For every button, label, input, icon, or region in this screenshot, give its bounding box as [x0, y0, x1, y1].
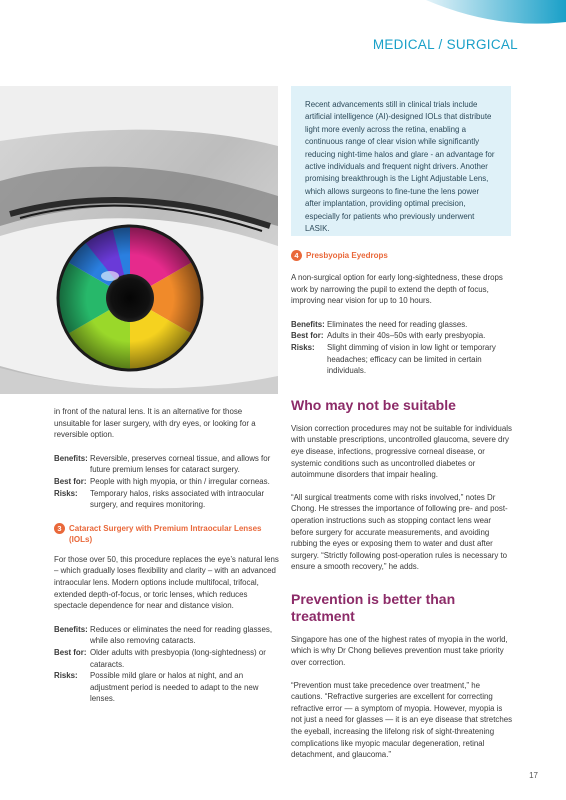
- presbyopia-body: A non-surgical option for early long-sightedness, these drops work by narrowing the pupil to extend the depth of focus, improving near vision for up to 10 hours.: [291, 273, 503, 306]
- best-for-label: Best for:: [54, 476, 87, 486]
- benefits-label: Benefits:: [291, 319, 325, 329]
- eye-photo: [0, 86, 278, 394]
- best-for-text: Adults in their 40s–50s with early presbyopia.: [327, 331, 486, 341]
- number-badge: 4: [291, 250, 302, 261]
- presbyopia-details: [291, 319, 513, 377]
- prevention-p2: “Prevention must take precedence over treatment,” he cautions. “Refractive surgeries are excellent for correcting refractive error — a symptom of myopia. However, myopia is not just a need for glasses — it is an eye disease that stretches the eyeball, increasing the lifelong risk of sight-threatening complications like myopic macular degeneration, retinal detachment, and glaucoma.”: [291, 680, 513, 760]
- page-number: 17: [529, 771, 538, 780]
- benefits-label: Benefits:: [54, 453, 88, 463]
- corner-decoration: [426, 0, 566, 40]
- prevention-heading: Prevention is better than treatment: [291, 590, 456, 624]
- benefits-text: Reversible, preserves corneal tissue, and allows for future premium lenses for cataract surgery.: [90, 453, 271, 475]
- best-for-label: Best for:: [291, 331, 324, 341]
- cataract-heading-text: Cataract Surgery with Premium Intraocular Lenses (IOLs): [69, 523, 262, 544]
- risks-label: Risks:: [54, 488, 78, 498]
- risks-text: Possible mild glare or halos at night, and an adjustment period is needed to adapt to the new lenses.: [90, 671, 259, 704]
- benefits-text: Eliminates the need for reading glasses.: [327, 319, 468, 329]
- cataract-body: For those over 50, this procedure replaces the eye’s natural lens – which gradually loses flexibility and clarity – with an advanced intraocular lens. Modern options include multifocal, trifocal, extended depth-of-focus, or toric lenses, which reduces spectacle dependence for near and distance vision.: [54, 554, 279, 611]
- best-for-label: Best for:: [54, 647, 87, 657]
- number-badge: 3: [54, 523, 65, 534]
- not-suitable-p2: “All surgical treatments come with risks involved,” notes Dr Chong. He stresses the importance of following pre- and post-operation instructions such as stopping contact lens wear before surgery for accurate measurements, and avoiding rubbing the eyes or exposing them to water and dust after surgery. “Strictly following post-operation rules is necessary to ensure a smooth recovery,” he adds.: [291, 492, 508, 572]
- callout-box: [291, 86, 511, 236]
- left-column: [54, 406, 280, 705]
- risks-text: Temporary halos, risks associated with intraocular surgery, and requires monitoring.: [90, 488, 265, 510]
- best-for-text: People with high myopia, or thin / irregular corneas.: [90, 476, 270, 486]
- not-suitable-p1: Vision correction procedures may not be suitable for individuals with unstable prescriptions, uncontrolled glaucoma, severe dry eye disease, infections, progressive corneal disease, or systemic conditions such as uncontrolled diabetes or autoimmune disorders that impair healing.: [291, 423, 512, 480]
- benefits-text: Reduces or eliminates the need for reading glasses, while also removing cataracts.: [90, 624, 273, 646]
- icl-details: [54, 453, 280, 511]
- risks-label: Risks:: [291, 342, 315, 352]
- presbyopia-heading: [291, 250, 513, 261]
- callout-text: Recent advancements still in clinical trials include artificial intelligence (AI)-designed IOLs that distribute light more evenly across the retina, enabling a continuous range of clear vision while significantly reducing night-time halos and glare - an advantage for active individuals and frequent night drivers. Another promising breakthrough is the Light Adjustable Lens, which allows surgeons to fine-tune the lens power after implantation, providing optimal precision, especially for patients who previously underwent LASIK.: [305, 100, 495, 234]
- section-label: MEDICAL / SURGICAL: [372, 37, 518, 52]
- risks-text: Slight dimming of vision in low light or temporary headaches; efficacy can be limited in certain individuals.: [327, 342, 496, 376]
- cataract-details: [54, 624, 280, 705]
- right-column: [291, 250, 513, 761]
- benefits-label: Benefits:: [54, 624, 88, 634]
- risks-label: Risks:: [54, 671, 78, 681]
- cataract-heading: [54, 523, 280, 545]
- prevention-p1: Singapore has one of the highest rates of myopia in the world, which is why Dr Chong believes prevention must take priority over correction.: [291, 634, 508, 668]
- not-suitable-heading: Who may not be suitable: [291, 396, 456, 413]
- presbyopia-heading-text: Presbyopia Eyedrops: [306, 251, 388, 260]
- best-for-text: Older adults with presbyopia (long-sightedness) or cataracts.: [90, 647, 266, 669]
- icl-intro: in front of the natural lens. It is an alternative for those unsuitable for laser surgery, with dry eyes, or looking for a reversible option.: [54, 407, 256, 440]
